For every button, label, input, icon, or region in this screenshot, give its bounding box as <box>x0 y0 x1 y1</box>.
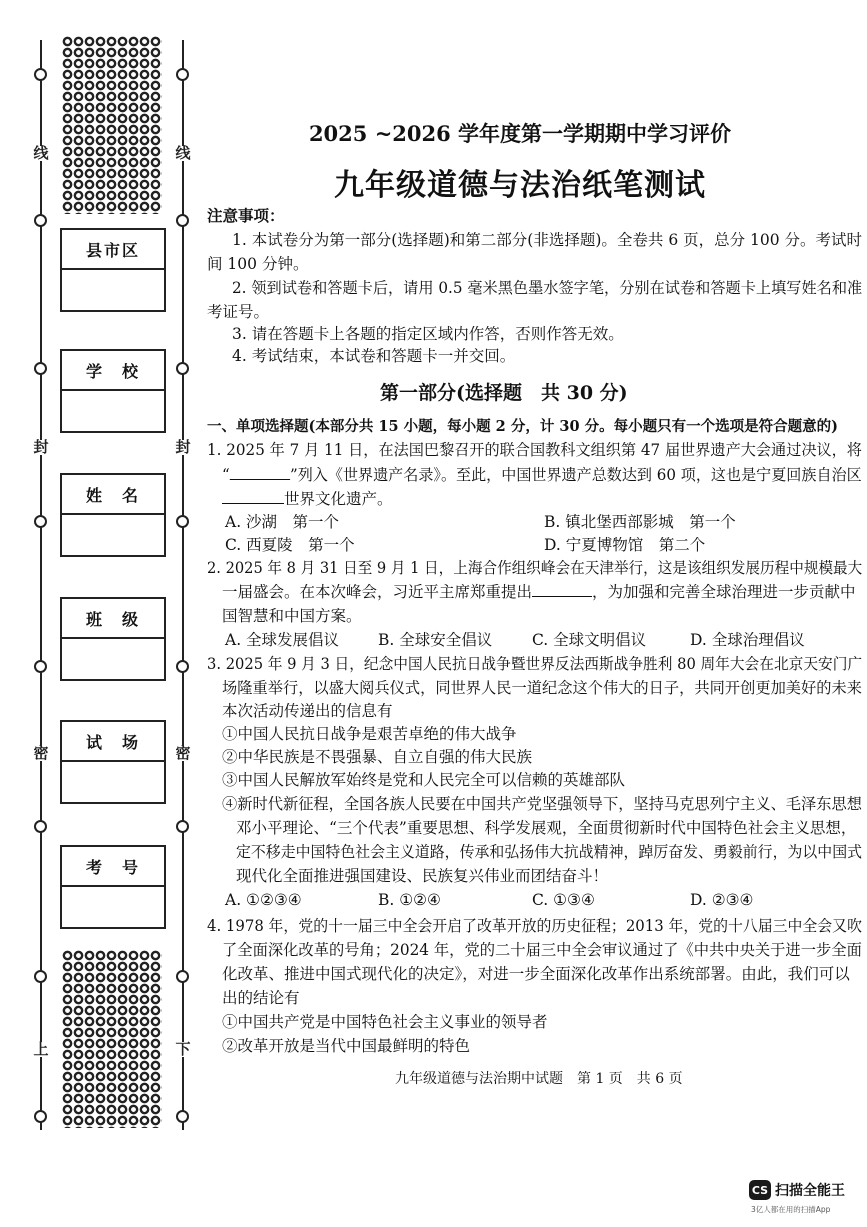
field-label: 县市区 <box>85 240 140 260</box>
field-exam-number[interactable] <box>60 845 166 929</box>
question-text: 1. 2025 年 7 月 11 日，在法国巴黎召开的联合国教科文组织第 47 届世界遗产大会通过决议，将 <box>207 441 862 459</box>
option-a[interactable]: A. 沙湖 第一个 <box>225 513 340 531</box>
notice-line: 2. 领到试卷和答题卡后，请用 0.5 毫米黑色墨水签字笔，分别在试卷和答题卡上填写姓名和准 <box>232 279 863 297</box>
question-text: 本次活动传递出的信息有 <box>222 702 393 720</box>
question-text-cont: 世界文化遗产。 <box>284 490 393 508</box>
camscanner-logo-icon: CS <box>749 1180 771 1200</box>
binding-ring <box>176 214 189 227</box>
option-a[interactable]: A. ①②③④ <box>225 891 302 909</box>
binding-ring <box>176 1110 189 1123</box>
statement-1: ①中国人民抗日战争是艰苦卓绝的伟大战争 <box>222 725 517 743</box>
option-d[interactable]: D. ②③④ <box>690 891 754 909</box>
option-a[interactable]: A. 全球发展倡议 <box>225 631 340 649</box>
watermark-tagline: 3亿人都在用的扫描App <box>751 1205 831 1214</box>
question-text: 化改革、推进中国式现代化的决定》，对进一步全面深化改革作出系统部署。由此，我们可以 <box>222 965 850 983</box>
statement-1: ①中国共产党是中国特色社会主义事业的领导者 <box>222 1013 548 1031</box>
statement-4-cont: 邓小平理论、“三个代表”重要思想、科学发展观，全面贯彻新时代中国特色社会主义思想， <box>236 819 857 837</box>
section-title: 第一部分(选择题 共 30 分) <box>380 382 628 404</box>
question-text <box>222 463 862 487</box>
option-c[interactable]: C. ①③④ <box>532 891 595 909</box>
seal-char-left: 上 <box>31 1042 51 1057</box>
binding-ring <box>176 362 189 375</box>
binding-ring <box>34 214 47 227</box>
question-text-cont: ，为加强和完善全球治理进一步贡献中 <box>592 583 856 601</box>
option-d[interactable]: D. 全球治理倡议 <box>690 631 805 649</box>
binding-dot-pattern-top <box>62 36 162 214</box>
notice-heading: 注意事项： <box>207 206 285 225</box>
binding-ring <box>34 1110 47 1123</box>
statement-4: ④新时代新征程，全国各族人民要在中国共产党坚强领导下，坚持马克思列宁主义、毛泽东思想 <box>222 795 863 813</box>
binding-ring <box>34 820 47 833</box>
question-text: 国智慧和中国方案。 <box>222 607 362 625</box>
binding-ring <box>176 970 189 983</box>
field-label: 学 校 <box>85 361 140 381</box>
statement-2: ②改革开放是当代中国最鲜明的特色 <box>222 1037 471 1055</box>
question-text: 4. 1978 年，党的十一届三中全会开启了改革开放的历史征程；2013 年，党的十八届三中全会又吹 <box>207 917 862 935</box>
binding-ring <box>176 660 189 673</box>
field-label: 姓 名 <box>85 485 140 505</box>
question-text: 场隆重举行，以盛大阅兵仪式，同世界人民一道纪念这个伟大的日子，共同开创更加美好的未来 <box>222 679 863 697</box>
field-name[interactable] <box>60 473 166 557</box>
field-class[interactable] <box>60 597 166 681</box>
question-text <box>222 487 393 511</box>
option-d[interactable]: D. 宁夏博物馆 第二个 <box>544 536 706 554</box>
answer-blank <box>532 580 592 597</box>
binding-ring <box>34 660 47 673</box>
seal-char-right: 线 <box>173 146 193 161</box>
binding-ring <box>176 515 189 528</box>
field-school[interactable] <box>60 349 166 433</box>
notice-line: 间 100 分钟。 <box>207 255 309 273</box>
seal-char-left: 密 <box>31 746 51 761</box>
statement-4-cont: 定不移走中国特色社会主义道路，传承和弘扬伟大抗战精神，踔厉奋发、勇毅前行，为以中国式 <box>236 843 863 861</box>
notice-line: 4. 考试结束，本试卷和答题卡一并交回。 <box>232 347 516 365</box>
page-footer: 九年级道德与法治期中试题 第 1 页 共 6 页 <box>395 1071 683 1087</box>
binding-ring <box>34 515 47 528</box>
question-text: 了全面深化改革的号角；2024 年，党的二十届三中全会审议通过了《中共中央关于进一步全面 <box>222 941 862 959</box>
option-b[interactable]: B. 镇北堡西部影城 第一个 <box>544 513 736 531</box>
field-label: 班 级 <box>85 609 140 629</box>
binding-ring <box>176 68 189 81</box>
statement-4-cont: 现代化全面推进强国建设、民族复兴伟业而团结奋斗！ <box>236 867 609 885</box>
notice-line: 3. 请在答题卡上各题的指定区域内作答，否则作答无效。 <box>232 325 624 343</box>
binding-dot-pattern-bottom <box>62 950 162 1128</box>
scanner-watermark <box>749 1180 847 1220</box>
question-text <box>222 580 856 604</box>
statement-2: ②中华民族是不畏强暴、自立自强的伟大民族 <box>222 748 533 766</box>
field-exam-room[interactable] <box>60 720 166 804</box>
option-c[interactable]: C. 全球文明倡议 <box>532 631 647 649</box>
question-text: 出的结论有 <box>222 989 300 1007</box>
seal-char-right: 封 <box>173 440 193 455</box>
seal-char-left: 封 <box>31 440 51 455</box>
seal-char-left: 线 <box>31 146 51 161</box>
notice-line: 1. 本试卷分为第一部分(选择题)和第二部分(非选择题)。全卷共 6 页，总分 100 分。考试时 <box>232 231 863 249</box>
exam-title-term: 2025 ~2026 学年度第一学期期中学习评价 <box>308 121 732 146</box>
question-text: 2. 2025 年 8 月 31 日至 9 月 1 日，上海合作组织峰会在天津举行，这是该组织发展历程中规模最大 <box>207 559 863 577</box>
answer-blank <box>222 487 284 504</box>
answer-blank <box>230 463 290 480</box>
question-text-cont: ”列入《世界遗产名录》。至此，中国世界遗产总数达到 60 项，这也是宁夏回族自治区 <box>290 466 862 484</box>
option-c[interactable]: C. 西夏陵 第一个 <box>225 536 355 554</box>
exam-title-subject: 九年级道德与法治纸笔测试 <box>334 168 706 203</box>
seal-char-right: 密 <box>173 746 193 761</box>
notice-line: 考证号。 <box>207 303 270 321</box>
binding-line-left <box>40 40 42 1130</box>
statement-3: ③中国人民解放军始终是党和人民完全可以信赖的英雄部队 <box>222 771 626 789</box>
seal-char-right: 下 <box>173 1042 193 1057</box>
binding-ring <box>34 68 47 81</box>
section-instruction: 一、单项选择题(本部分共 15 小题，每小题 2 分，计 30 分。每小题只有一个选项是符合题意的) <box>207 418 838 435</box>
binding-ring <box>34 970 47 983</box>
option-b[interactable]: B. ①②④ <box>378 891 441 909</box>
binding-ring <box>176 820 189 833</box>
field-county[interactable] <box>60 228 166 312</box>
quote-open: “ <box>222 466 230 484</box>
option-b[interactable]: B. 全球安全倡议 <box>378 631 493 649</box>
watermark-name: 扫描全能王 <box>775 1183 845 1199</box>
field-label: 考 号 <box>85 857 140 877</box>
question-text: 3. 2025 年 9 月 3 日，纪念中国人民抗日战争暨世界反法西斯战争胜利 80 周年大会在北京天安门广 <box>207 655 863 673</box>
question-text-cont: 一届盛会。在本次峰会，习近平主席郑重提出 <box>222 583 533 601</box>
field-label: 试 场 <box>85 732 140 752</box>
binding-line-right <box>182 40 184 1130</box>
binding-ring <box>34 362 47 375</box>
